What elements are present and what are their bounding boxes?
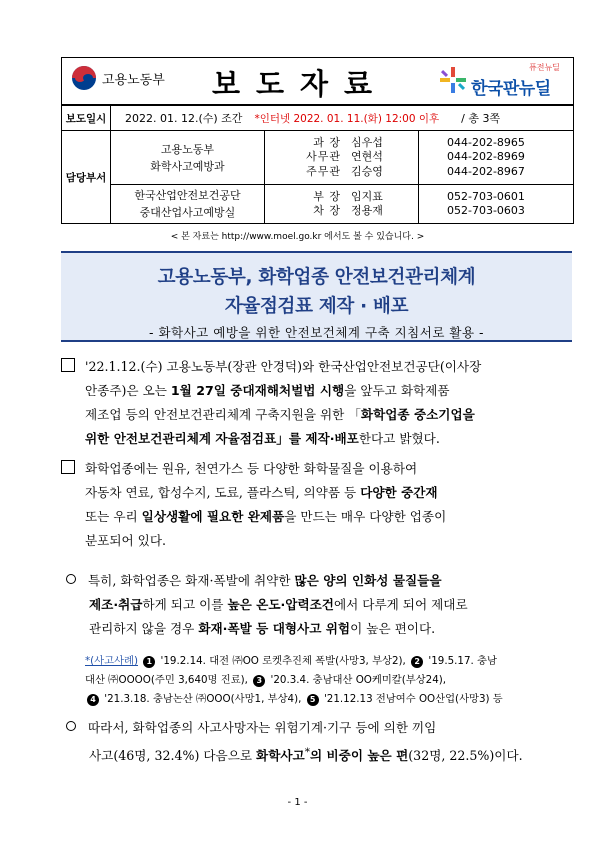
new-deal-wordmark: 한국판뉴딜 (471, 79, 551, 99)
text-line: 따라서, 화학업종의 사고사망자는 위험기계·기구 등에 의한 끼임 (88, 720, 437, 735)
emphasis: 의 비중이 높은 편 (309, 748, 409, 764)
number-badge-icon: 4 (87, 694, 99, 706)
text-line: 관리하지 않을 경우 (89, 621, 199, 636)
dept-subname: 화학사고예방과 (150, 159, 225, 173)
website-notice: < 본 자료는 http://www.moel.go.kr 에서도 볼 수 있습니다. > (170, 232, 425, 242)
emphasis: 화학사고 (256, 748, 305, 764)
emphasis: 많은 양의 인화성 물질들을 (294, 573, 442, 588)
headline-box (61, 251, 572, 342)
person-name: 정용재 (351, 204, 383, 217)
circle-bullet-icon (66, 721, 76, 731)
headline-line-1: 고용노동부, 화학업종 안전보건관리체계 (157, 267, 476, 288)
date-row (62, 106, 573, 131)
person-name: 연현석 (351, 150, 383, 164)
square-bullet-icon (61, 460, 75, 474)
emphasis: 다양한 중간재 (360, 485, 438, 500)
taegeuk-emblem-icon (72, 66, 96, 90)
text-line: 을 만드는 매우 다양한 업종이 (284, 509, 447, 524)
number-badge-icon: 2 (411, 656, 423, 668)
position: 사무관 (306, 150, 341, 164)
emphasis: 1월 27일 중대재해처벌법 시행 (170, 383, 345, 398)
release-date: 2022. 01. 12.(수) 조간 (125, 112, 243, 125)
ministry-logo (72, 66, 165, 90)
paragraph-4 (66, 716, 523, 764)
case-text: 대산 ㈜OOOO(주민 3,640명 진료), (85, 674, 248, 686)
new-deal-tagline: 퓨전뉴딜 (529, 63, 560, 72)
cases-tag: *(사고사례) (85, 655, 138, 667)
position: 주무관 (306, 164, 341, 178)
date-label: 보도일시 (62, 106, 111, 130)
text-line: 안종주)은 오는 (85, 383, 171, 398)
korean-new-deal-logo (435, 60, 567, 100)
text-line: 특히, 화학업종은 화재·폭발에 취약한 (88, 573, 295, 588)
position: 차 장 (313, 204, 341, 217)
phone-number: 044-202-8969 (447, 150, 525, 164)
accident-cases (85, 652, 503, 709)
dept-row (62, 131, 573, 223)
header-top (62, 58, 573, 106)
dept-line (111, 185, 573, 223)
text-line: (32명, 22.5%)이다. (408, 748, 523, 764)
ministry-name: 고용노동부 (102, 72, 165, 88)
dept-name: 고용노동부 (160, 142, 215, 156)
text-line: 을 앞두고 화학제품 (344, 383, 450, 398)
number-badge-icon: 5 (307, 694, 319, 706)
case-text: '19.2.14. 대전 ㈜OO 로켓추진체 폭발(사망3, 부상2), (160, 655, 406, 667)
header-table (61, 57, 574, 224)
phone-number: 052-703-0601 (447, 189, 525, 203)
text-line: 하게 되고 이를 (142, 597, 228, 612)
headline-line-2: 자율점검표 제작 · 배포 (224, 296, 409, 317)
text-line: 에서 다루게 되어 제대로 (333, 597, 468, 612)
contact-person (265, 150, 418, 165)
text-line: 제조업 등의 안전보건관리체계 구축지원을 위한 「 (85, 407, 361, 422)
page-number: - 1 - (287, 797, 308, 808)
case-text: '21.3.18. 충남논산 ㈜OOO(사망1, 부상4), (104, 693, 302, 705)
new-deal-star-icon (439, 66, 467, 94)
subheadline: - 화학사고 예방을 위한 안전보건체계 구축 지침서로 활용 - (148, 325, 485, 340)
text-line: 한다고 밝혔다. (358, 431, 440, 446)
dept-name: 한국산업안전보건공단 (134, 189, 241, 202)
text-line: 자동차 연료, 합성수지, 도료, 플라스틱, 의약품 등 (85, 485, 361, 500)
person-name: 임지표 (351, 189, 383, 203)
contact-person (265, 136, 418, 151)
text-line: '22.1.12.(수) 고용노동부(장관 안경덕)와 한국산업안전보건공단(이사장 (85, 359, 482, 374)
square-bullet-icon (61, 358, 75, 372)
emphasis: 높은 온도·압력조건 (227, 597, 334, 612)
internet-release: *인터넷 2022. 01. 11.(화) 12:00 이후 (254, 112, 440, 125)
emphasis: 제조·취급 (89, 597, 143, 612)
text-line: 화학업종에는 원유, 천연가스 등 다양한 화학물질을 이용하여 (85, 461, 418, 476)
press-release-title: 보도자료 (212, 67, 389, 101)
emphasis: 화학업종 중소기업을 (360, 407, 475, 422)
case-text: '20.3.4. 충남대산 OO케미칼(부상24), (270, 674, 447, 686)
position: 과 장 (313, 135, 341, 149)
circle-bullet-icon (66, 574, 76, 584)
phone-number: 052-703-0603 (447, 204, 525, 217)
position: 부 장 (313, 189, 341, 203)
page-count: / 총 3쪽 (461, 112, 501, 125)
paragraph-1 (61, 355, 481, 451)
contact-person (265, 165, 418, 180)
case-text: '21.12.13 전남여수 OO산업(사망3) 등 (323, 693, 503, 705)
phone-number: 044-202-8965 (447, 135, 525, 149)
dept-label: 담당부서 (62, 131, 111, 223)
contact-person (265, 190, 418, 205)
paragraph-3 (66, 569, 468, 641)
person-name: 김승영 (351, 164, 383, 178)
contact-person (265, 204, 418, 219)
emphasis: 위한 안전보건관리체계 자율점검표」를 제작·배포 (85, 431, 359, 446)
number-badge-icon: 1 (143, 656, 155, 668)
text-line: 사고(46명, 32.4%) 다음으로 (89, 748, 257, 764)
paragraph-2 (61, 457, 446, 553)
emphasis: 화재·폭발 등 대형사고 위험 (198, 621, 351, 636)
dept-subname: 중대산업사고예방실 (139, 206, 236, 219)
person-name: 심우섭 (351, 135, 383, 149)
text-line: 분포되어 있다. (85, 533, 166, 548)
phone-number: 044-202-8967 (447, 164, 525, 178)
text-line: 또는 우리 (85, 509, 142, 524)
footnote-mark: * (304, 746, 310, 758)
number-badge-icon: 3 (253, 675, 265, 687)
text-line: 이 높은 편이다. (350, 621, 436, 636)
dept-line (111, 131, 573, 185)
emphasis: 일상생활에 필요한 완제품 (141, 509, 285, 524)
case-text: '19.5.17. 충남 (428, 655, 497, 667)
